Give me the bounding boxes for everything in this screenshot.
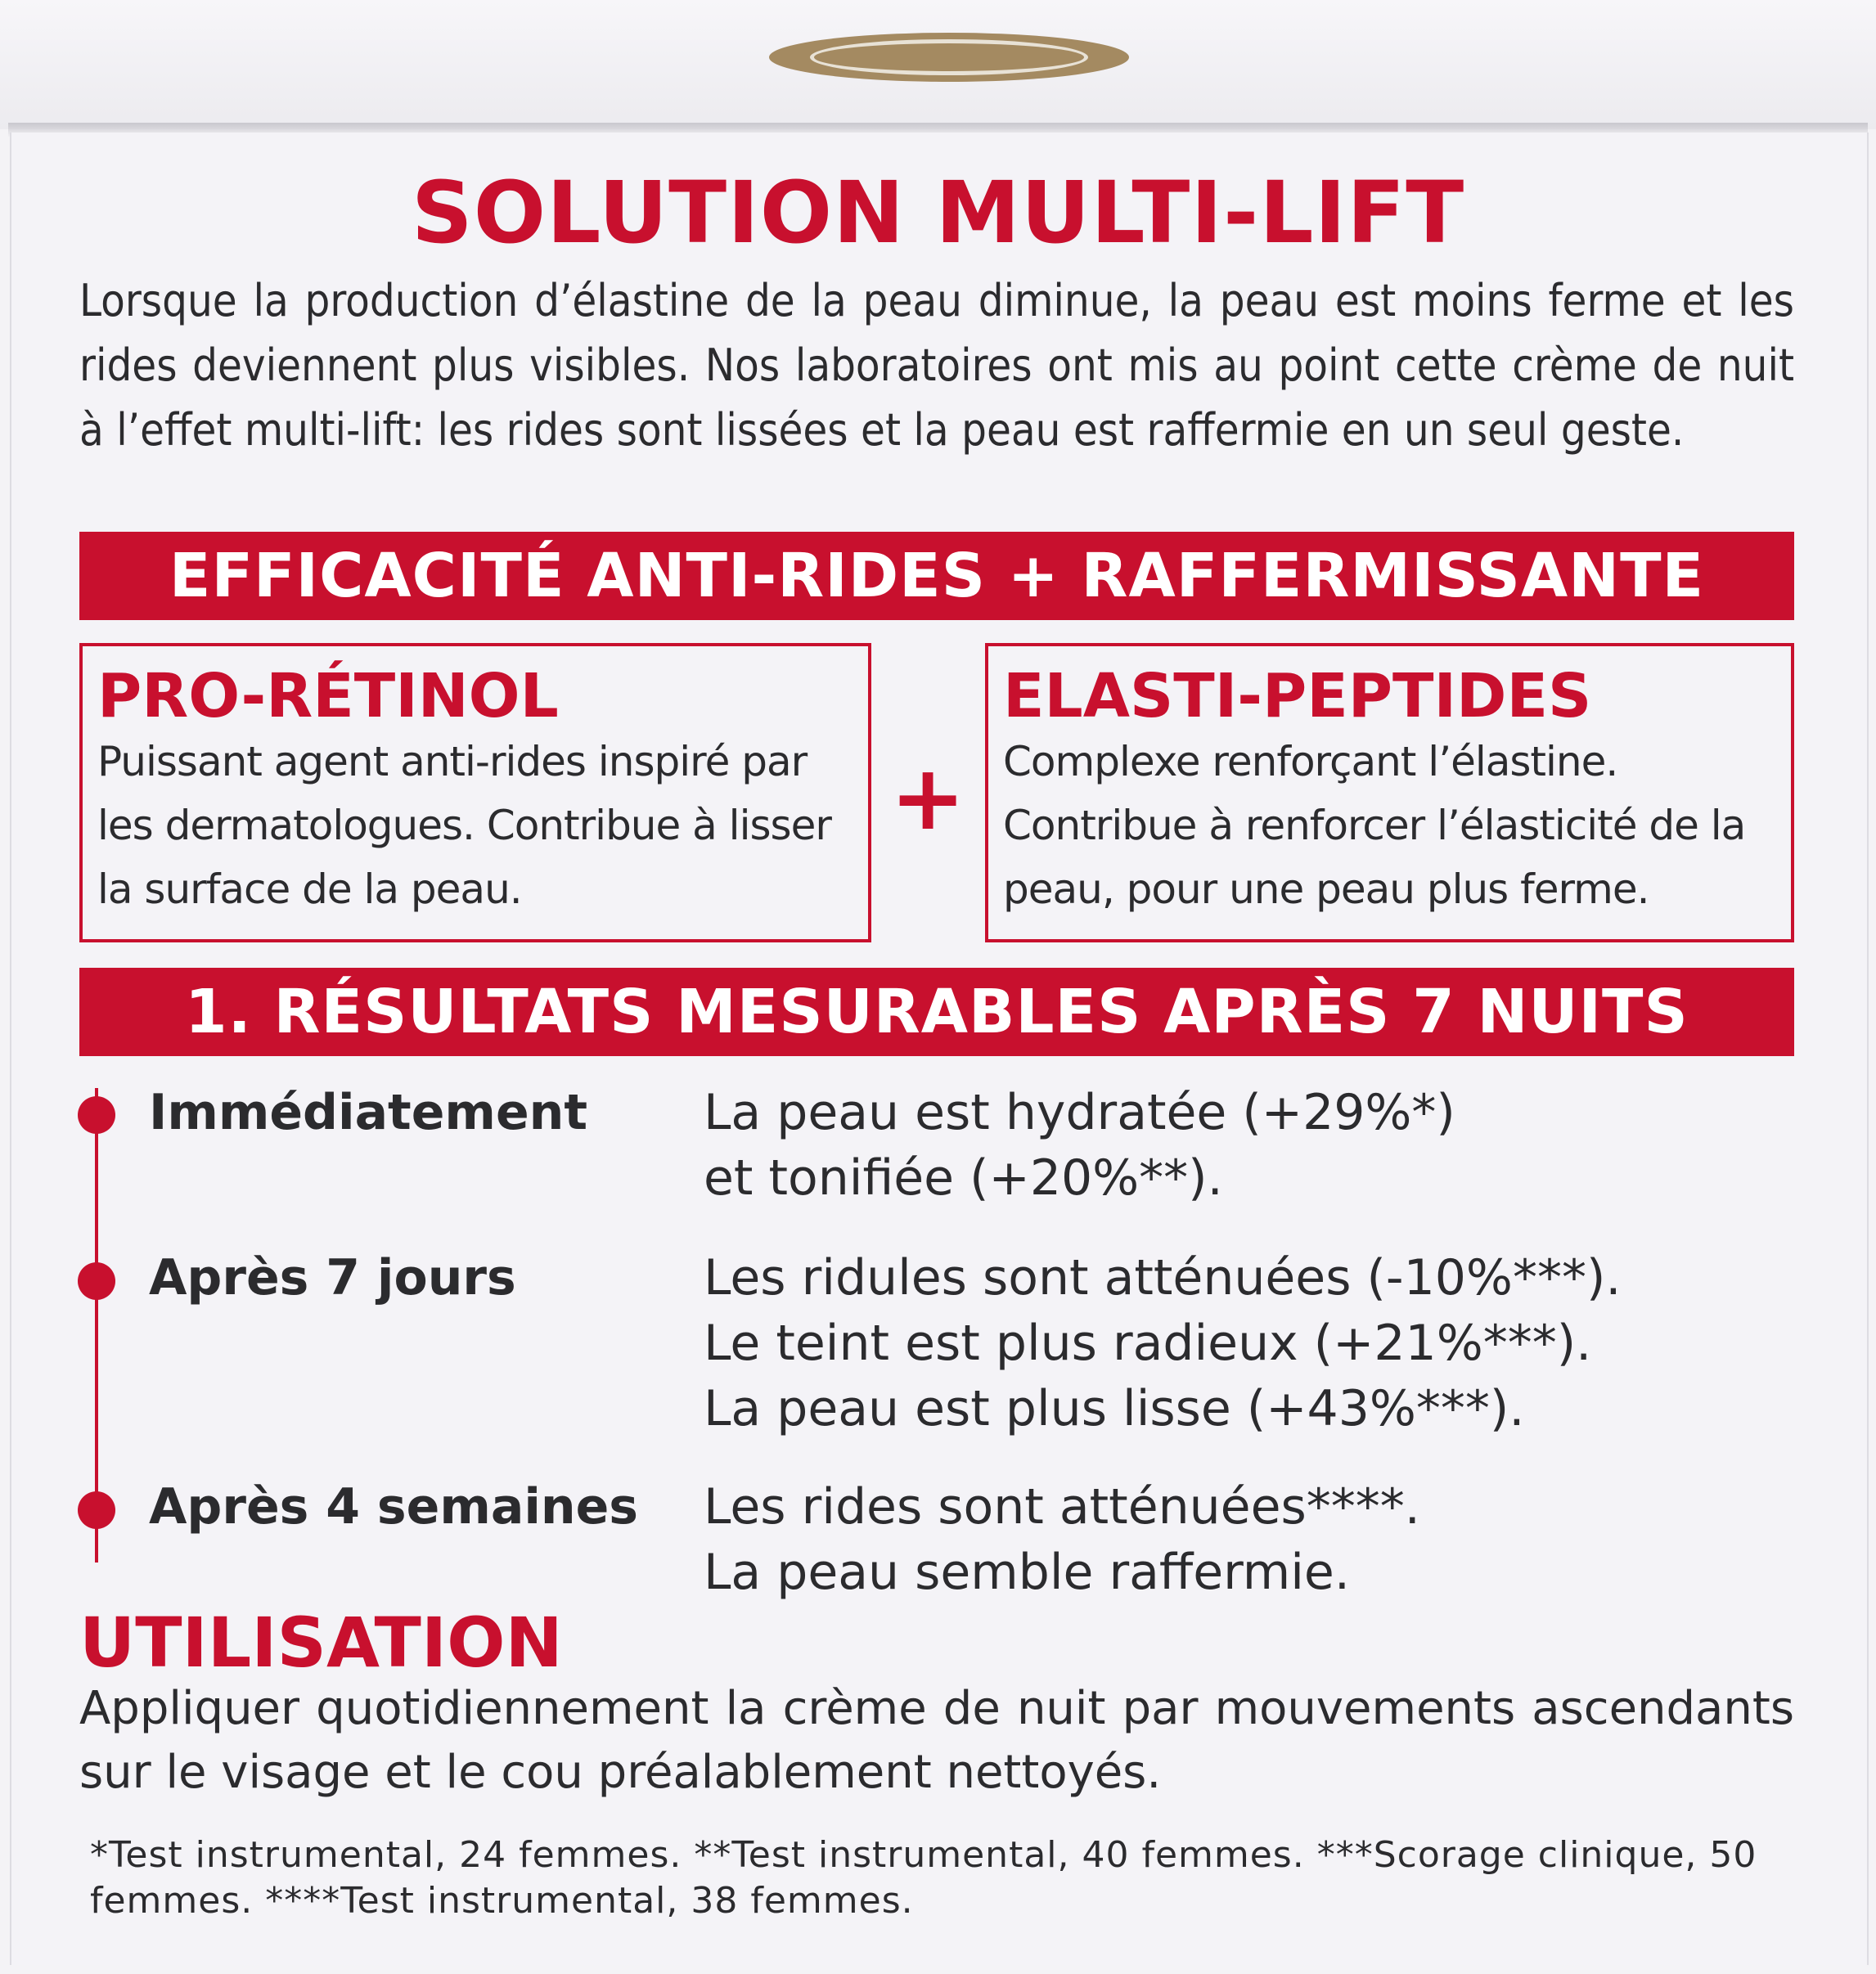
plus-icon: +	[890, 745, 966, 850]
ingredient-box-proretinol	[79, 643, 871, 942]
efficacy-banner: EFFICACITÉ ANTI-RIDES + RAFFERMISSANTE	[79, 532, 1794, 620]
ingredient-box-elastipeptides	[985, 643, 1794, 942]
ingredient-description: Complexe renforçant l’élastine. Contribue à renforcer l’élasticité de la peau, pour une peau plus ferme.	[1003, 738, 1746, 913]
results-banner: 1. RÉSULTATS MESURABLES APRÈS 7 NUITS	[79, 968, 1794, 1056]
result-phase: Après 7 jours	[149, 1249, 516, 1306]
result-phase: Immédiatement	[149, 1084, 588, 1141]
usage-title: UTILISATION	[79, 1603, 563, 1683]
result-line: Les rides sont atténuées****.	[704, 1478, 1420, 1536]
timeline-dot	[78, 1096, 115, 1134]
ingredient-name: PRO-RÉTINOL	[97, 661, 559, 731]
usage-paragraph: Appliquer quotidiennement la crème de nuit par mouvements ascendants sur le visage et le cou préalablement nettoyés.	[79, 1682, 1794, 1799]
result-line: Les ridules sont atténuées (-10%***).	[704, 1249, 1622, 1306]
result-line: et tonifiée (+20%**).	[704, 1149, 1223, 1207]
result-text	[704, 1474, 1420, 1605]
ingredient-name: ELASTI-PEPTIDES	[1003, 661, 1592, 731]
ingredient-description: Puissant agent anti-rides inspiré par les dermatologues. Contribue à lisser la surface de la peau.	[97, 738, 831, 913]
footnote: *Test instrumental, 24 femmes. **Test instrumental, 40 femmes. ***Scorage clinique, 50 femmes. ****Test instrumental, 38 femmes.	[90, 1834, 1757, 1922]
result-text	[704, 1245, 1621, 1441]
result-line: Le teint est plus radieux (+21%***).	[704, 1315, 1592, 1372]
page-title: SOLUTION MULTI-LIFT	[411, 163, 1465, 263]
result-line: La peau semble raffermie.	[704, 1544, 1350, 1601]
result-text	[704, 1080, 1455, 1211]
result-line: La peau est plus lisse (+43%***).	[704, 1380, 1525, 1437]
result-line: La peau est hydratée (+29%*)	[704, 1084, 1455, 1141]
timeline-dot	[78, 1491, 115, 1529]
result-phase: Après 4 semaines	[149, 1478, 639, 1536]
intro-paragraph: Lorsque la production d’élastine de la peau diminue, la peau est moins ferme et les rides deviennent plus visibles. Nos laboratoires ont mis au point cette crème de nuit à l’effet multi-lift: les rides sont lissées et la peau est raffermie en un seul geste.	[79, 275, 1794, 456]
brand-seal-icon	[769, 33, 1129, 82]
timeline-dot	[78, 1262, 115, 1300]
